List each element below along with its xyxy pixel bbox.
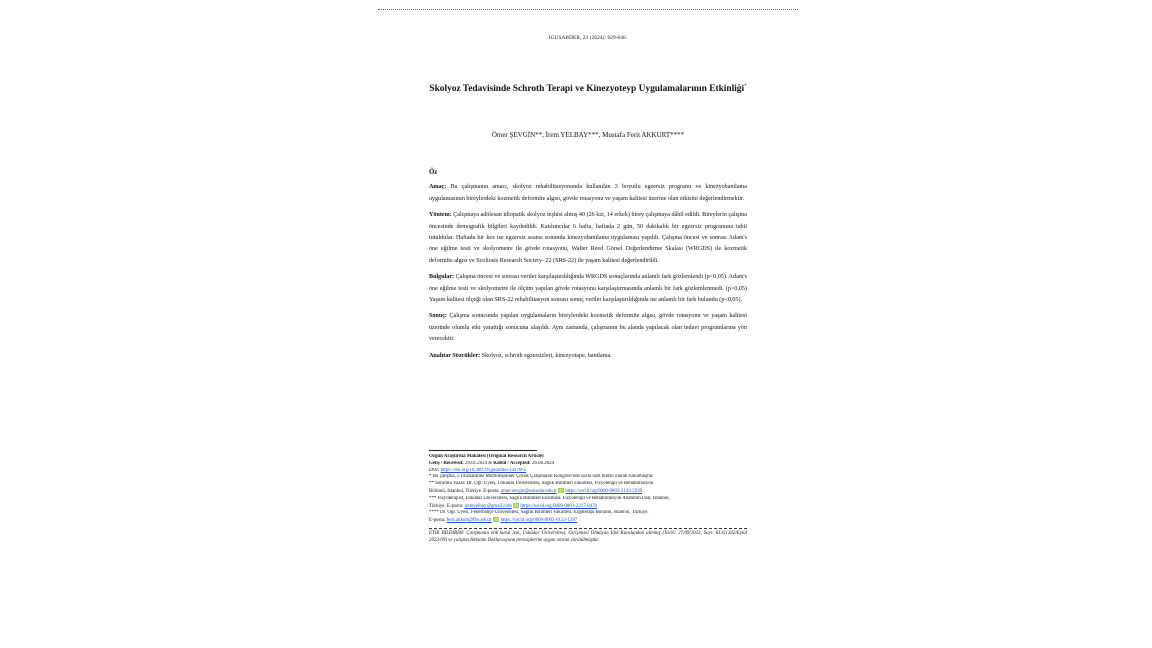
footnote-1: * Bu çalışma, 5.Uluslararası Multidisipliner Çocuk Çalışmaları Kongresi'nde sözlü özet bildiri olarak sunulmuştur. <box>429 474 654 480</box>
keywords <box>429 351 747 362</box>
article-title <box>428 80 748 96</box>
author-list: Ömer ŞEVGİN**, İrem YELBAY***, Mustafa Ferit AKKURT**** <box>491 131 685 139</box>
abstract-heading: Öz <box>429 169 438 176</box>
orcid-icon: iD <box>514 502 519 508</box>
abstract-section-results <box>429 272 747 306</box>
abstract-section-aim <box>429 182 747 205</box>
footnote-3a: *** Fizyoterapist, Üsküdar Üniversitesi, Sağlık Bilimleri Enstitüsü, Fizyoterapi ve Rehabilitasyon Anabilim Dalı, İstanbul, <box>429 495 670 501</box>
dates-line: Geliş / Received: 29.01.2024 & Kabul / Accepted: 26.06.2024 <box>429 460 555 466</box>
abstract <box>429 167 747 367</box>
orcid-icon: iD <box>559 487 564 493</box>
journal-citation: IGUSABDER, 23 (2024): 629-640. <box>548 35 628 41</box>
top-dotted-rule <box>378 9 798 10</box>
document-page <box>378 0 798 648</box>
footnote-3b: Türkiye. E-posta: iremyelbay@gmail.com iD https://orcid.org/0009-0001-2217-8470 <box>429 502 598 509</box>
section-text: Bu çalışmanın amacı, skolyoz rehabilitasyonunda kullanılan 3 boyutlu egzersiz programı ve kinezyobantlama uygulamasının bireylerdeki kozmetik deformite algısı, gövde rotasyonu ve yaşam kalitesi üzerine olan etkisini değerlendirmektir. <box>429 184 747 202</box>
title-footnote-mark: * <box>744 84 747 89</box>
section-label: Yöntem: <box>429 212 452 219</box>
email-link-1[interactable]: omer.sevgin@uskudar.edu.tr <box>500 488 557 494</box>
footnote-2a: ** Sorumlu Yazar: Dr. Öğr. Üyesi, Üsküdar Üniversitesi, Sağlık Bilimleri Fakültesi, Fizyoterapi ve Rehabilitasyon <box>429 481 654 487</box>
footnote-4b: E-posta: ferit.akkurt@fbu.edu.tr iD https://orcid.org/0000-0002-0123-1287 <box>429 517 578 524</box>
doi-line: DOI: https://doi.org/10.38079/igusabder.1427665 <box>429 467 527 473</box>
email-link-3[interactable]: ferit.akkurt@fbu.edu.tr <box>446 518 492 524</box>
accepted-date: 26.06.2024 <box>532 460 555 466</box>
abstract-section-method <box>429 210 747 267</box>
section-label: Bulgular: <box>429 274 455 281</box>
section-label: Sonuç: <box>429 313 447 320</box>
article-type: Özgün Araştırma Makalesi (Original Research Article) <box>429 454 544 459</box>
article-title-text: Skolyoz Tedavisinde Schroth Terapi ve Kinezyoteyp Uygulamalarının Etkinliği <box>429 84 745 95</box>
email-link-2[interactable]: iremyelbay@gmail.com <box>464 503 512 509</box>
section-text: Çalışma öncesi ve sonrası veriler karşılaştırıldığında WRGDS sonuçlarında anlamlı fark gözlemlendi (p<0,05). Adam's öne eğilme testi ve skolyometre ile ölçüm yapılan gövde rotasyonu karşılaştırmasında anlamlı bir fark gözlemlenmedi. (p>0,05) Yaşam kalitesi ölçeği olan SRS-22 rehabilitasyon sonrası sonuç veriler karşılaştırıldığında ise anlamlı bir fark bulundu (p<0,05). <box>429 274 747 304</box>
section-text: Çalışmaya adölesan idiopatik skolyoz teşhisi almış 40 (26 kız, 14 erkek) birey çalışmaya dâhil edildi. Bireylerin çalışma öncesinde demografik bilgileri kaydedildi. Katılımcılar 6 hafta, haftada 2 gün, 50 dakikalık bir egzersiz programına tabii tutuldular. Haftada bir kez ise egzersiz seansı sonunda kinezyobantlama uygulaması yapıldı. Çalışma öncesi ve sonrası Adam's öne eğilme testi ve skolyometre ile gövde rotasyonu, Walter Reed Görsel Değerlendirme Skalası (WRGDS) ile kozmetik deformite algısı ve Scoliosis Research Society- 22 (SRS-22) ile yaşam kalitesi değerlendirildi. <box>429 212 747 264</box>
ethics-separator <box>429 528 747 529</box>
section-label: Amaç: <box>429 184 447 191</box>
footnote-2b: Bölümü, İstanbul, Türkiye. E-posta: omer.sevgin@uskudar.edu.tr iD https://orcid.org/0000-0003-2143-5939 <box>429 487 643 494</box>
footnote-4a: **** Dr. Öğr. Üyesi, Fenerbahçe Üniversitesi, Sağlık Bilimleri Fakültesi, Ergoterapi Bölümü, İstanbul, Türkiye. <box>429 510 649 516</box>
orcid-link-2[interactable]: https://orcid.org/0009-0001-2217-8470 <box>520 503 598 509</box>
footnotes <box>429 450 747 545</box>
ethics-statement: ETİK BİLDİRİM: Çalışmanın etik kurul izni, Üsküdar Üniversitesi, Girişimsel Olmayan Etik Kurulundan alınmış (Tarih: 27/09/2023, Sayı: 61351342/Eylül 2023-09) ve çalışma Helsinki Deklarasyonu prensiplerine uygun olarak yürütülmüştür. <box>429 530 747 543</box>
abstract-section-conclusion <box>429 311 747 345</box>
section-text: Çalışma sonucunda yapılan uygulamaların bireylerdeki kozmetik deformite algısı, gövde rotasyonu ve yaşam kalitesi üzerinde olumlu etki yarattığı sonucuna ulaşıldı. Aynı zamanda, çalışmanın bu alanda yapılacak olan tedavi programlarına yön verecektir. <box>429 313 747 343</box>
doi-link[interactable]: https://doi.org/10.38079/igusabder.1427665 <box>440 467 527 473</box>
footnote-separator <box>429 450 537 451</box>
keywords-text: Skolyoz, schroth egzersizleri, kinezyotape, bantlama. <box>481 352 612 359</box>
orcid-link-1[interactable]: https://orcid.org/0000-0003-2143-5939 <box>565 488 643 494</box>
keywords-label: Anahtar Sözcükler: <box>429 352 481 359</box>
orcid-link-3[interactable]: https://orcid.org/0000-0002-0123-1287 <box>500 518 578 524</box>
orcid-icon: iD <box>494 517 499 523</box>
received-date: 29.01.2024 <box>465 460 488 466</box>
